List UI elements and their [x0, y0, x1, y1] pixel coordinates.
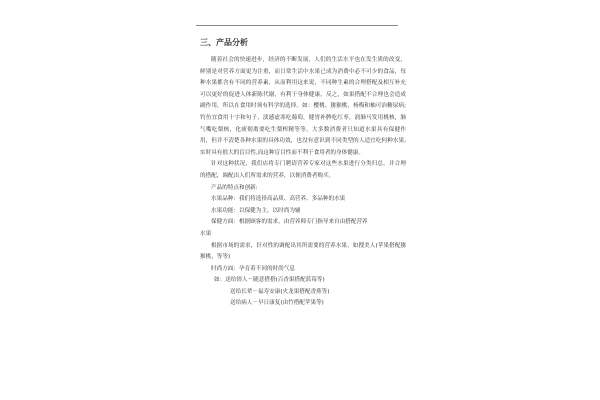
service-line: 保健方面：根据顾客的需求，由营养师专门指导来自由搭配营养	[211, 219, 368, 226]
market-paragraph: 根据市场的需求，针对性的调配出其所需要的营养水果，如搜美人(苹果搭配猕猴桃，等等)	[200, 242, 406, 261]
gift-example-elder: 送给长辈－福寿安康(火龙果搭配香蕉等)	[230, 288, 330, 295]
fruit-variety-line: 水果品种：我们将选择高品质、高营养、多品种的水果	[211, 196, 346, 203]
gift-example-patient: 送给病人－早日康复(由竹搭配苹果等)	[230, 300, 324, 307]
document-body	[200, 38, 406, 310]
header-rule	[196, 25, 398, 26]
strategy-paragraph: 针对这种状况，我们店将专门聘请营养专家对这些水果进行分类归总，并合理的搭配，调配出人们所需求的营养，以便消费者购买。	[200, 161, 406, 179]
intro-paragraph: 随着社会的快速进步，经济的不断发展，人们的生活水平也在发生质的改变，鲜别是对营养方面更为注重，而日常生活中水果已成为消费中必不可少的食品，每种水果都含有不同的营养素，从而利用这来说，不同种生素的合理搭配及相互补充可以更好的促进人体新陈代谢，有利于身体健康。反之，如果搭配不合理也会造成副作用，所以在食用时须有科学的选择。如：樱桃、猕猴桃、杨梅和柚可治糖尿病;钓鱼宜食用十字和句子，淡感虚寒吃葡萄，健胃补脾吃红枣，润肺马发用桃核，肺气嘴吃梨核，化痰彻离要吃生梨榨精等等，大多数消费者只知道水果具有保健作用，但并不清楚各种水果的具体功效，也没有意识到不同类型的人适宜吃何种水果,实时具有很大的盲目性,而这种盲目性而不利于食用者的身体健康。	[200, 57, 406, 156]
service-line-continued: 水果	[200, 230, 212, 237]
section-title: 三、产品分析	[200, 38, 248, 47]
features-heading: 产品的特点和创新:	[211, 184, 258, 191]
gift-example-lover: 如：送给情人－随意搭搭(百香果搭配蓝莓等)	[214, 277, 325, 284]
fashion-heading: 时尚方面：孕育着不同的时尚气息	[211, 265, 295, 272]
fruit-function-line: 水果功能：以保健为主，以时尚为辅	[211, 207, 301, 214]
